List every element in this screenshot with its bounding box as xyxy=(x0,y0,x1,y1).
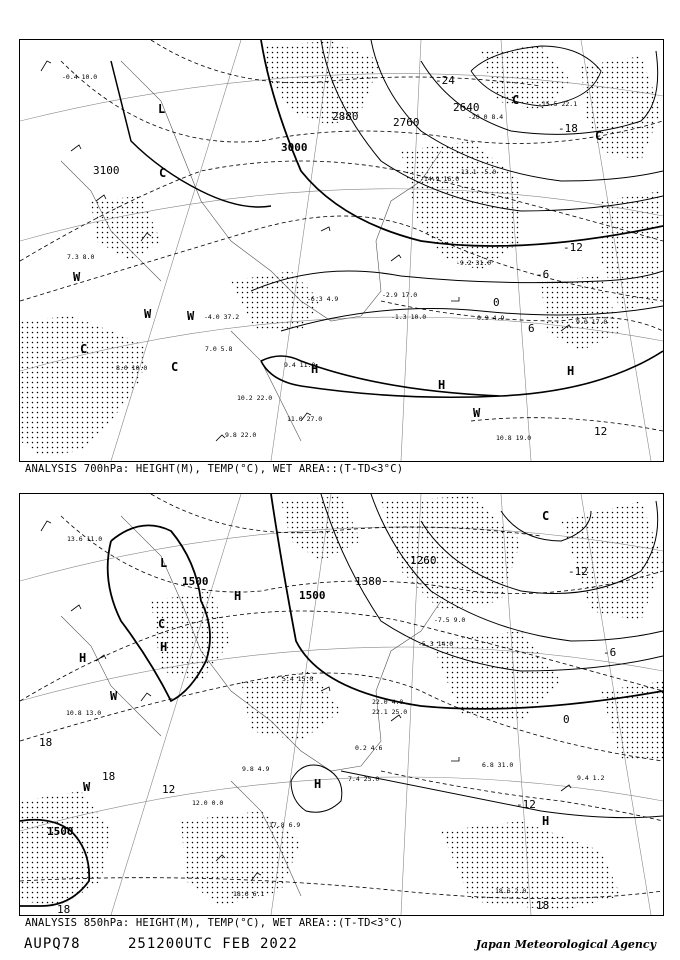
pressure-system-label: H xyxy=(234,589,242,603)
station-obs-value: 10.8 19.0 xyxy=(496,434,532,442)
pressure-system-label: C xyxy=(159,166,167,180)
pressure-system-label: H xyxy=(79,651,87,665)
station-obs-value: -6.3 4.9 xyxy=(307,295,339,303)
station-obs-value: 17.8 6.9 xyxy=(269,821,301,829)
station-obs-value: 8.0 10.0 xyxy=(116,364,148,372)
isotherm-label: 18 xyxy=(39,736,53,749)
station-obs-value: -14.9 16.0 xyxy=(420,175,460,183)
isotherm-label: 0 xyxy=(563,713,570,726)
pressure-system-label: W xyxy=(73,270,81,284)
isotherm-label: -12 xyxy=(516,798,536,811)
pressure-system-label: W xyxy=(144,307,152,321)
chart-700hpa-caption: ANALYSIS 700hPa: HEIGHT(M), TEMP(°C), WET AREA::(T-TD<3°C) xyxy=(25,463,404,475)
pressure-system-label: W xyxy=(187,309,195,323)
station-obs-value: 9.4 11.0 xyxy=(284,361,316,369)
height-contour-label: 2880 xyxy=(332,110,359,123)
station-obs-value: 10.8 13.0 xyxy=(66,709,102,717)
station-obs-value: 10.2 22.0 xyxy=(237,394,273,402)
isotherm-label: 18 xyxy=(102,770,116,783)
height-contour-label: 1380 xyxy=(355,575,382,588)
product-id: AUPQ78 xyxy=(24,936,81,952)
pressure-system-label: C xyxy=(80,342,88,356)
station-obs-value: 9.8 4.9 xyxy=(242,765,270,773)
station-obs-value: 18.6 2.0 xyxy=(495,887,527,895)
station-obs-value: -4.0 37.2 xyxy=(204,313,240,321)
isotherm-label: -18 xyxy=(558,122,578,135)
station-obs-value: 22.0 4.0 xyxy=(372,698,404,706)
station-obs-value: 18.6 6.1 xyxy=(233,890,265,898)
chart-850hpa-caption: ANALYSIS 850hPa: HEIGHT(M), TEMP(°C), WET AREA::(T-TD<3°C) xyxy=(25,917,404,929)
pressure-system-label: C xyxy=(595,129,603,143)
station-obs-value: -15.5 22.1 xyxy=(538,100,578,108)
chart-700hpa-map xyxy=(20,40,663,461)
height-contour-label: 2640 xyxy=(453,101,480,114)
station-obs-value: -0.4 10.0 xyxy=(62,73,98,81)
station-obs-value: -2.9 17.0 xyxy=(382,291,418,299)
isotherm-label: 12 xyxy=(162,783,176,796)
height-contour-label: 1500 xyxy=(47,825,74,838)
wet-area xyxy=(20,496,663,911)
isotherm-label: -12 xyxy=(563,241,583,254)
pressure-system-label: L xyxy=(160,556,168,570)
station-obs-value: 12.0 0.0 xyxy=(192,799,224,807)
valid-time: 251200UTC FEB 2022 xyxy=(128,936,298,952)
station-obs-value: 7.4 25.0 xyxy=(348,775,380,783)
chart-850hpa xyxy=(19,493,664,916)
station-obs-value: 13.6 11.0 xyxy=(67,535,103,543)
isotherm-label: -24 xyxy=(435,74,455,87)
station-obs-value: -13.1 -5.0 xyxy=(457,168,497,176)
station-obs-value: -7.5 9.0 xyxy=(434,616,466,624)
isotherm-label: -6 xyxy=(536,268,550,281)
pressure-system-label: W xyxy=(110,689,118,703)
pressure-system-label: H xyxy=(567,364,575,378)
station-obs-value: 0.9 4.9 xyxy=(477,314,505,322)
isotherm-label: 6 xyxy=(528,322,535,335)
station-obs-value: -9.2 31.0 xyxy=(456,259,492,267)
height-contour-label: 3100 xyxy=(93,164,120,177)
height-contour-label: 1500 xyxy=(299,589,326,602)
chart-700hpa xyxy=(19,39,664,462)
pressure-system-label: L xyxy=(158,102,166,116)
pressure-system-label: H xyxy=(311,362,319,376)
agency-name: Japan Meteorological Agency xyxy=(475,938,656,951)
pressure-system-label: H xyxy=(314,777,322,791)
station-obs-value: 22.1 25.0 xyxy=(372,708,408,716)
pressure-system-label: C xyxy=(171,360,179,374)
station-obs-value: 9.4 1.2 xyxy=(577,774,605,782)
pressure-system-label: C xyxy=(158,617,166,631)
isotherm-label: -6 xyxy=(603,646,617,659)
station-obs-value: 7.3 8.0 xyxy=(67,253,95,261)
isotherm-label: 18 xyxy=(57,903,71,915)
pressure-system-label: W xyxy=(473,406,481,420)
station-obs-value: 11.0 27.0 xyxy=(287,415,323,423)
pressure-system-label: W xyxy=(83,780,91,794)
pressure-system-labels xyxy=(73,93,602,420)
isotherm-label: 0 xyxy=(493,296,500,309)
height-contour-label: 1260 xyxy=(410,554,437,567)
isotherm-label: -12 xyxy=(568,565,588,578)
station-obs-value: -20.0 8.4 xyxy=(468,113,504,121)
station-obs-value: 9.0 17.0 xyxy=(576,318,608,326)
station-obs-value: 7.0 5.8 xyxy=(205,345,233,353)
pressure-system-label: C xyxy=(542,509,550,523)
station-obs-value: -5.3 14.0 xyxy=(418,640,454,648)
height-contour-label: 3000 xyxy=(281,141,308,154)
station-obs-value: 0.2 4.6 xyxy=(355,744,383,752)
pressure-system-label: H xyxy=(542,814,550,828)
height-contour-label: 1500 xyxy=(182,575,209,588)
pressure-system-label: C xyxy=(512,93,520,107)
height-contour-label: 2760 xyxy=(393,116,420,129)
isotherm-label: 18 xyxy=(536,899,550,912)
station-obs-value: 5.4 15.0 xyxy=(282,675,314,683)
pressure-system-label: H xyxy=(438,378,446,392)
height-labels xyxy=(47,554,437,838)
isotherm-label: 12 xyxy=(594,425,608,438)
station-obs-value: 6.8 31.0 xyxy=(482,761,514,769)
station-obs-value: -1.3 10.0 xyxy=(391,313,427,321)
chart-850hpa-map xyxy=(20,494,663,915)
station-obs-value: 9.8 22.0 xyxy=(225,431,257,439)
pressure-system-label: H xyxy=(160,640,168,654)
